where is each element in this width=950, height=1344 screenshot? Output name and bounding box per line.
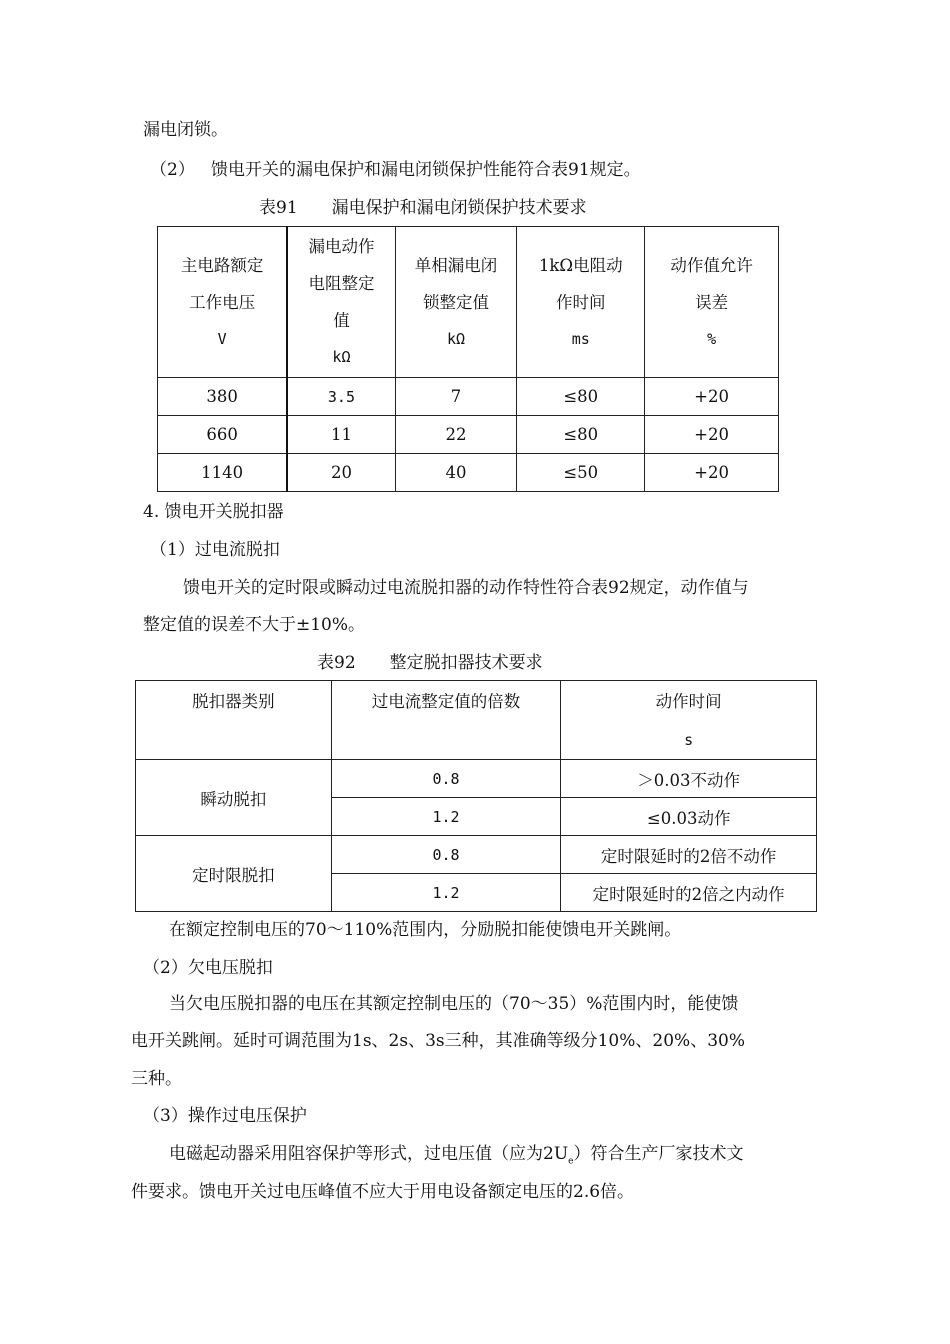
header-cell: 脱扣器类别	[136, 681, 332, 760]
table-caption: 表92 整定脱扣器技术要求	[317, 653, 543, 673]
table-cell: ≤80	[517, 416, 645, 454]
paragraph-line: 馈电开关的定时限或瞬动过电流脱扣器的动作特性符合表92规定，动作值与	[183, 578, 749, 598]
paragraph-line: 电开关跳闸。延时可调范围为1s、2s、3s三种，其准确等级分10%、20%、30%	[131, 1031, 745, 1051]
text-segment: 电磁起动器采用阻容保护等形式，过电压值（应为2U	[169, 1144, 569, 1164]
table-cell: 定时限延时的2倍不动作	[561, 836, 817, 874]
table-cell: 22	[395, 416, 517, 454]
header-cell: 主电路额定 工作电压 V	[158, 227, 288, 378]
table-cell: ≤0.03动作	[561, 798, 817, 836]
table-cell: 20	[287, 454, 395, 492]
paragraph-line: 件要求。馈电开关过电压峰值不应大于用电设备额定电压的2.6倍。	[131, 1182, 635, 1202]
header-cell: 1kΩ电阻动 作时间 ms	[517, 227, 645, 378]
table-row	[158, 378, 779, 416]
paragraph-line: 整定值的误差不大于±10%。	[143, 615, 366, 635]
table-cell: 1.2	[331, 874, 561, 912]
table-cell: 0.8	[331, 836, 561, 874]
table-cell: 定时限脱扣	[136, 836, 332, 912]
table-cell: ≤80	[517, 378, 645, 416]
table-row	[136, 760, 817, 798]
table-cell: 660	[158, 416, 288, 454]
paragraph-line: 当欠电压脱扣器的电压在其额定控制电压的（70～35）%范围内时，能使馈	[169, 994, 739, 1014]
header-cell: 单相漏电闭 锁整定值 kΩ	[395, 227, 517, 378]
table-92	[135, 680, 817, 912]
header-cell: 动作值允许 误差 %	[645, 227, 779, 378]
header-cell: 过电流整定值的倍数	[331, 681, 561, 760]
paragraph-line: 三种。	[131, 1069, 182, 1089]
subsection-heading: （3）操作过电压保护	[143, 1106, 307, 1126]
table-cell: ＞0.03不动作	[561, 760, 817, 798]
table-cell: 瞬动脱扣	[136, 760, 332, 836]
table-cell: 1.2	[331, 798, 561, 836]
table-cell: 11	[287, 416, 395, 454]
table-cell: 7	[395, 378, 517, 416]
paragraph-line: 在额定控制电压的70～110%范围内，分励脱扣能使馈电开关跳闸。	[169, 920, 682, 940]
paragraph-line: 馈电开关的漏电保护和漏电闭锁保护性能符合表91规定。	[211, 160, 641, 180]
table-cell: +20	[645, 416, 779, 454]
subscript-e: e	[568, 1156, 574, 1167]
subsection-heading: （2）欠电压脱扣	[143, 958, 273, 978]
table-cell: 40	[395, 454, 517, 492]
table-91	[157, 226, 779, 492]
table-cell: ≤50	[517, 454, 645, 492]
header-cell: 动作时间 s	[561, 681, 817, 760]
table-row	[158, 454, 779, 492]
subsection-heading: （1）过电流脱扣	[150, 540, 280, 560]
table-cell: 3.5	[287, 378, 395, 416]
table-cell: 定时限延时的2倍之内动作	[561, 874, 817, 912]
table-row	[136, 836, 817, 874]
text-segment: ）符合生产厂家技术文	[573, 1144, 744, 1164]
section-heading: 4. 馈电开关脱扣器	[143, 502, 284, 522]
header-cell: 漏电动作 电阻整定 值 kΩ	[287, 227, 395, 378]
item-number: （2）	[150, 160, 195, 180]
table-row	[158, 416, 779, 454]
table-cell: +20	[645, 454, 779, 492]
paragraph-line: 漏电闭锁。	[143, 120, 228, 140]
table-cell: 1140	[158, 454, 288, 492]
table-cell: 380	[158, 378, 288, 416]
table-cell: 0.8	[331, 760, 561, 798]
table-cell: +20	[645, 378, 779, 416]
table-caption: 表91 漏电保护和漏电闭锁保护技术要求	[259, 198, 587, 218]
